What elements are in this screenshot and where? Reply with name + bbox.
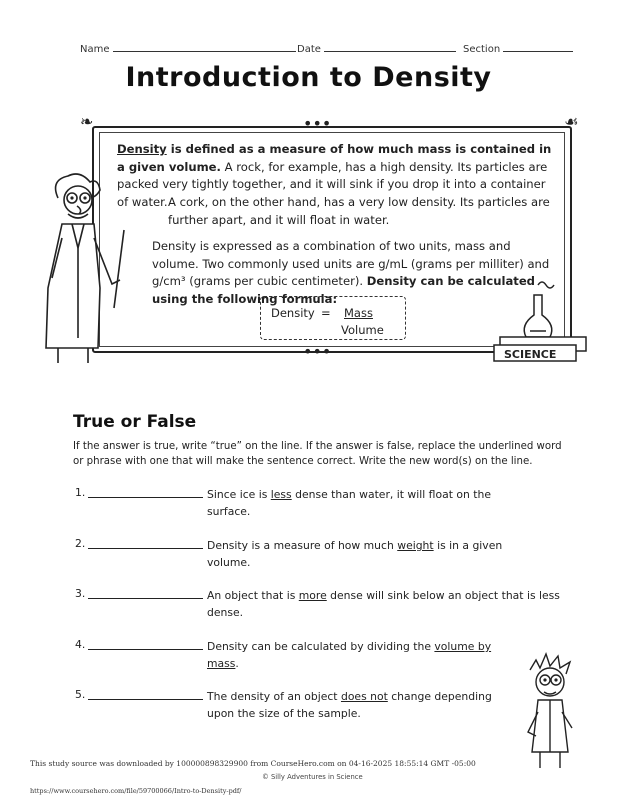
source-url[interactable]: https://www.coursehero.com/file/59700066/Intro-to-Density-pdf/ bbox=[30, 787, 242, 795]
answer-line[interactable] bbox=[88, 699, 203, 700]
definition-rest: is defined as a measure of how much mass is contained in a given volume. bbox=[117, 142, 552, 174]
question-post: dense than water, it will float on the surface. bbox=[207, 488, 491, 518]
formula-label: Density bbox=[271, 306, 315, 320]
question-item bbox=[75, 486, 525, 518]
question-pre: The density of an object bbox=[207, 690, 341, 703]
question-item bbox=[75, 688, 525, 728]
question-number: 1. bbox=[75, 486, 86, 499]
expressed-text: Density is expressed as a combination of two units, mass and volume. Two commonly used units are g/mL (grams per milliter) and g/cm³ (grams per cubic centimeter). bbox=[152, 239, 550, 288]
question-post: is in a given volume. bbox=[207, 539, 503, 569]
name-line[interactable] bbox=[113, 42, 296, 52]
density-term: Density bbox=[117, 142, 167, 156]
section-field[interactable] bbox=[463, 42, 573, 55]
swirl-ornament: ••• bbox=[303, 114, 332, 133]
question-item bbox=[75, 638, 525, 670]
question-pre: Since ice is bbox=[207, 488, 271, 501]
question-number: 5. bbox=[75, 688, 86, 701]
scientist-illustration bbox=[28, 168, 138, 368]
name-field[interactable] bbox=[80, 42, 296, 55]
download-notice: This study source was downloaded by 100000898329900 from CourseHero.com on 04-16-2025 18:55:14 GMT -05:00 bbox=[30, 759, 476, 768]
underlined-term: does not bbox=[340, 690, 388, 703]
question-item bbox=[75, 587, 560, 619]
kid-scientist-illustration bbox=[520, 652, 580, 772]
question-pre: Density is a measure of how much bbox=[207, 539, 398, 552]
question-text bbox=[207, 537, 517, 571]
underlined-term: weight bbox=[397, 539, 434, 552]
question-post: dense will sink below an object that is less dense. bbox=[207, 589, 560, 619]
date-line[interactable] bbox=[324, 42, 456, 52]
swirl-ornament: ❧ bbox=[80, 112, 94, 131]
question-post: change depending upon the size of the sample. bbox=[207, 690, 492, 720]
swirl-ornament: ☙ bbox=[564, 112, 579, 131]
answer-line[interactable] bbox=[88, 598, 203, 599]
density-formula bbox=[260, 296, 406, 340]
answer-line[interactable] bbox=[88, 548, 203, 549]
copyright: © Silly Adventures in Science bbox=[262, 773, 363, 781]
formula-numerator: Mass bbox=[344, 306, 373, 320]
question-text bbox=[207, 486, 517, 520]
formula-denominator: Volume bbox=[341, 323, 384, 337]
science-books-illustration bbox=[490, 275, 595, 365]
question-number: 2. bbox=[75, 537, 86, 550]
question-item bbox=[75, 537, 525, 569]
answer-line[interactable] bbox=[88, 497, 203, 498]
true-false-title: True or False bbox=[73, 412, 197, 432]
swirl-ornament: ••• bbox=[303, 342, 332, 361]
section-line[interactable] bbox=[503, 42, 573, 52]
date-field[interactable] bbox=[297, 42, 456, 55]
true-false-instructions: If the answer is true, write “true” on the line. If the answer is false, replace the underlined word or phrase with one that will make the sentence correct. Write the new word(s) on the line. bbox=[73, 441, 562, 467]
question-text bbox=[207, 587, 567, 621]
underlined-term: volume by mass bbox=[207, 640, 492, 670]
underlined-term: less bbox=[270, 488, 292, 501]
question-number: 4. bbox=[75, 638, 86, 651]
page-title: Introduction to Density bbox=[125, 62, 492, 93]
calc-text: Density can be calculated using the following formula: bbox=[152, 274, 535, 306]
answer-line[interactable] bbox=[88, 649, 203, 650]
rock-text: A rock, for example, has a high density. Its particles are packed very tightly together, and it will sink if you drop it into a container of water. bbox=[117, 159, 548, 209]
question-number: 3. bbox=[75, 587, 86, 600]
book-label: SCIENCE bbox=[504, 348, 557, 361]
question-text bbox=[207, 688, 522, 722]
underlined-term: more bbox=[298, 589, 327, 602]
question-text bbox=[207, 638, 517, 672]
question-pre: Density can be calculated by dividing the bbox=[207, 640, 435, 653]
section-label: Section bbox=[463, 44, 501, 55]
question-pre: An object that is bbox=[207, 589, 299, 602]
date-label: Date bbox=[297, 44, 321, 55]
formula-equals: = bbox=[321, 306, 331, 320]
question-post: . bbox=[235, 657, 239, 670]
name-label: Name bbox=[80, 44, 110, 55]
cork-text: A cork, on the other hand, has a very low density. Its particles are further apart, and it will float in water. bbox=[168, 195, 550, 227]
